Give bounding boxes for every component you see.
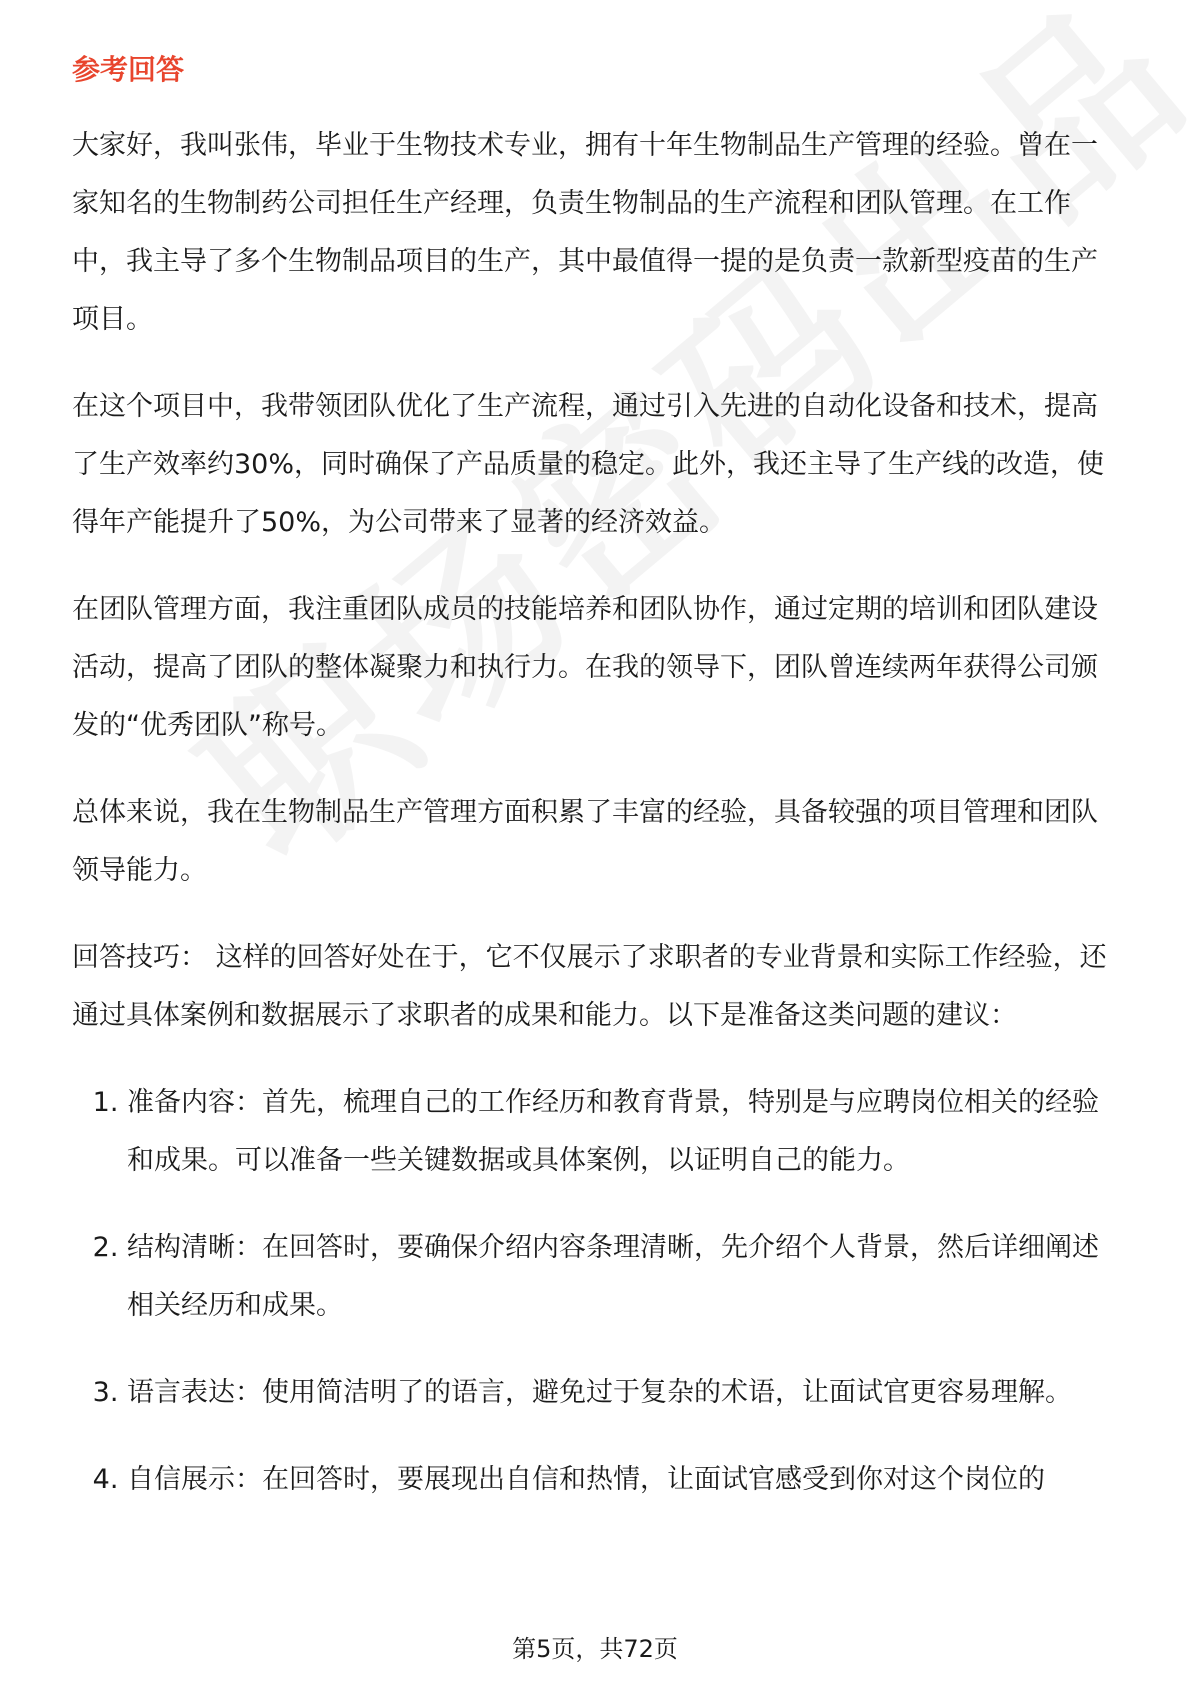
paragraph-intro: 大家好，我叫张伟，毕业于生物技术专业，拥有十年生物制品生产管理的经验。曾在一家知名的生物制药公司担任生产经理，负责生物制品的生产流程和团队管理。在工作中，我主导了多个生物制品项目的生产，其中最值得一提的是负责一款新型疫苗的生产项目。	[72, 130, 1098, 335]
list-item: 3. 语言表达：使用简洁明了的语言，避免过于复杂的术语，让面试官更容易理解。	[127, 1364, 1117, 1422]
list-item: 4. 自信展示：在回答时，要展现出自信和热情，让面试官感受到你对这个岗位的	[127, 1451, 1117, 1509]
paragraph-project: 在这个项目中，我带领团队优化了生产流程，通过引入先进的自动化设备和技术，提高了生产效率约30%，同时确保了产品质量的稳定。此外，我还主导了生产线的改造，使得年产能提升了50%，为公司带来了显著的经济效益。	[72, 391, 1105, 538]
answer-content	[72, 117, 1117, 1538]
paragraph-team: 在团队管理方面，我注重团队成员的技能培养和团队协作，通过定期的培训和团队建设活动，提高了团队的整体凝聚力和执行力。在我的领导下，团队曾连续两年获得公司颁发的“优秀团队”称号。	[72, 594, 1098, 741]
section-heading: 参考回答	[72, 53, 185, 86]
page-number: 第5页，共72页	[512, 1635, 678, 1663]
list-item: 1. 准备内容：首先，梳理自己的工作经历和教育背景，特别是与应聘岗位相关的经验和成果。可以准备一些关键数据或具体案例，以证明自己的能力。	[127, 1074, 1117, 1190]
list-item: 2. 结构清晰：在回答时，要确保介绍内容条理清晰，先介绍个人背景，然后详细阐述相关经历和成果。	[127, 1219, 1117, 1335]
paragraph-tips-intro: 回答技巧： 这样的回答好处在于，它不仅展示了求职者的专业背景和实际工作经验，还通过具体案例和数据展示了求职者的成果和能力。以下是准备这类问题的建议：	[72, 942, 1107, 1031]
tips-list	[72, 1074, 1117, 1509]
paragraph-summary: 总体来说，我在生物制品生产管理方面积累了丰富的经验，具备较强的项目管理和团队领导能力。	[72, 797, 1098, 886]
